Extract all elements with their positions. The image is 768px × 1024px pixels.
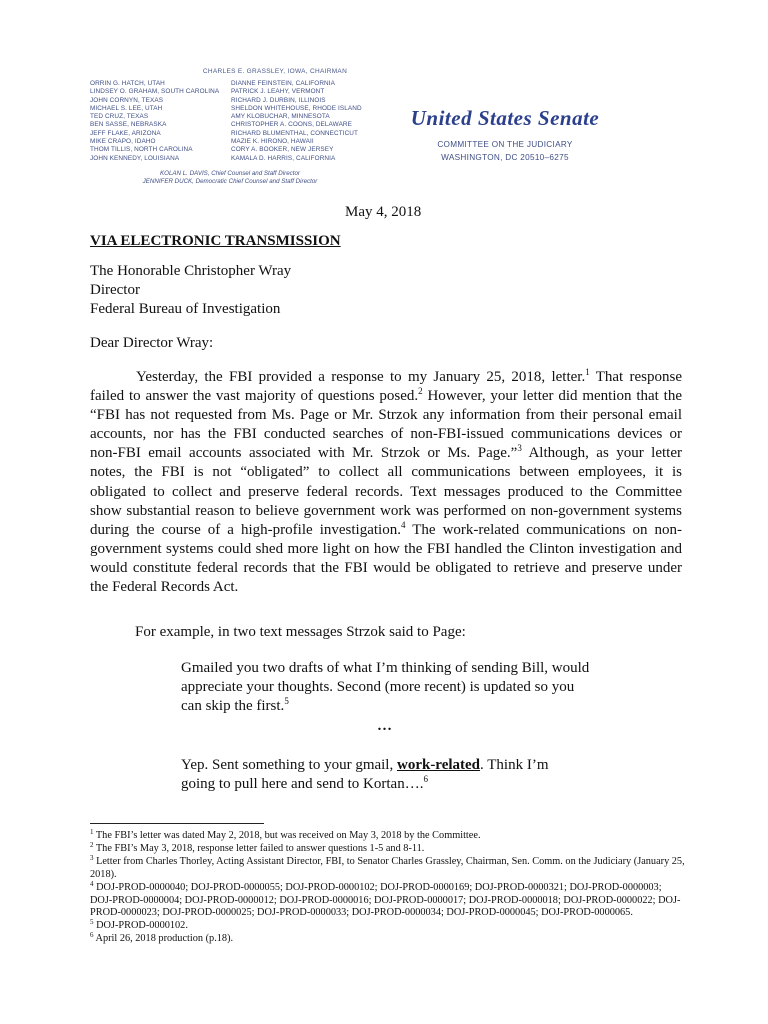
- recipient-title: Director: [90, 281, 140, 298]
- member: MAZIE K. HIRONO, HAWAII: [231, 138, 314, 146]
- para-line: accounts, nor has the FBI conducted searches of non-FBI-issued communications devices or: [90, 426, 682, 443]
- letter-date: May 4, 2018: [345, 204, 422, 220]
- example-intro: For example, in two text messages Strzok said to Page:: [135, 624, 466, 640]
- member: AMY KLOBUCHAR, MINNESOTA: [231, 113, 330, 121]
- footnote-ref: 6: [423, 774, 428, 785]
- para-line: Yesterday, the FBI provided a response to my January 25, 2018, letter.$^1$ That response: [136, 367, 682, 385]
- para-line: government systems could shed more light on how the FBI handled the Clinton investigation and: [90, 540, 682, 557]
- member: RICHARD J. DURBIN, ILLINOIS: [231, 96, 326, 104]
- committee-name: [405, 138, 605, 164]
- member: DIANNE FEINSTEIN, CALIFORNIA: [231, 80, 335, 87]
- para-line: would constitute federal records that the FBI would be obligated to retrieve and preserve under: [90, 559, 682, 576]
- recipient-address: [90, 262, 291, 318]
- member: BEN SASSE, NEBRASKA: [90, 121, 167, 129]
- member: LINDSEY O. GRAHAM, SOUTH CAROLINA: [90, 88, 220, 96]
- para-line: during the course of a high-profile investigation.$^4$ The work-related communications on non-: [90, 519, 682, 538]
- footnote-ref: 5: [284, 696, 289, 707]
- para-line: non-FBI email accounts associated with Mr. Strzok or Ms. Page.”$^3$ Although, as your letter: [90, 443, 682, 462]
- footnote: $^6$ April 26, 2018 production (p.18).: [90, 931, 234, 945]
- committee-address: WASHINGTON, DC 20510–6275: [441, 153, 569, 162]
- body-paragraph: [90, 368, 682, 597]
- chairman-line: CHARLES E. GRASSLEY, IOWA, CHAIRMAN: [202, 68, 348, 75]
- footnote-ref: 2: [418, 386, 423, 397]
- member: CHRISTOPHER A. COONS, DELAWARE: [231, 121, 353, 129]
- staff-director: KOLAN L. DAVIS, Chief Counsel and Staff Director: [160, 170, 300, 177]
- footnote-ref: 3: [517, 443, 522, 454]
- minority-members: [231, 80, 362, 163]
- quote-line: Gmailed you two drafts of what I’m thinking of sending Bill, would: [181, 660, 590, 676]
- letterhead: [0, 0, 768, 195]
- para-line: show substantial reason to believe government work was performed on non-government systems: [90, 502, 682, 519]
- member: KAMALA D. HARRIS, CALIFORNIA: [231, 154, 336, 162]
- footnote: $^4$ DOJ-PROD-0000040; DOJ-PROD-0000055; DOJ-PROD-0000102; DOJ-PROD-0000169; DOJ-PROD-0000321; DOJ-PROD-0000003; DOJ-PROD-0000004; DOJ-PROD-0000012; DOJ-PROD-0000016; DOJ-PROD-0000017; DOJ-PROD-0000018; DOJ-PROD-0000022; DOJ-PROD-0000023; DOJ-PROD-0000025; DOJ-PROD-0000033; DOJ-PROD-0000034; DOJ-PROD-0000045; DOJ-PROD-0000065.: [90, 879, 681, 919]
- quote-line: going to pull here and send to Kortan….$^6$: [181, 774, 428, 793]
- emphasis-work-related: work-related: [396, 757, 481, 773]
- member: CORY A. BOOKER, NEW JERSEY: [231, 146, 334, 154]
- member: JEFF FLAKE, ARIZONA: [90, 129, 161, 137]
- quote-line: Yep. Sent something to your gmail, work-related. Think I’m: [181, 757, 549, 773]
- quote-line: appreciate your thoughts. Second (more recent) is updated so you: [181, 679, 575, 696]
- member: JOHN CORNYN, TEXAS: [90, 96, 164, 104]
- member: MIKE CRAPO, IDAHO: [90, 138, 156, 146]
- member: THOM TILLIS, NORTH CAROLINA: [90, 146, 193, 154]
- para-line: failed to answer the vast majority of questions posed.$^2$ However, your letter did mention that the: [90, 386, 682, 405]
- footnote: $^1$ The FBI’s letter was dated May 2, 2018, but was received on May 3, 2018 by the Committee.: [90, 828, 481, 841]
- para-line: notes, the FBI is not “obligated” to collect all communications between employees, it is: [90, 464, 682, 481]
- salutation: Dear Director Wray:: [90, 335, 214, 351]
- text-message-quote: [181, 659, 591, 717]
- recipient-name: The Honorable Christopher Wray: [90, 263, 292, 279]
- footnote-ref: 4: [400, 519, 406, 530]
- footnote: $^2$ The FBI’s May 3, 2018, response letter failed to answer questions 1-5 and 8-11.: [90, 840, 425, 854]
- footnote: $^3$ Letter from Charles Thorley, Acting Assistant Director, FBI, to Senator Charles Grassley, Chairman, Sen. Comm. on the Judiciary (January 25, 2018).: [90, 853, 685, 880]
- majority-members: [90, 80, 219, 163]
- member: JOHN KENNEDY, LOUISIANA: [90, 154, 180, 162]
- footnote: $^5$ DOJ-PROD-0000102.: [90, 918, 188, 932]
- quote-line: can skip the first.$^5$: [181, 696, 289, 715]
- para-line: the Federal Records Act.: [90, 579, 239, 596]
- staff-director: JENNIFER DUCK, Democratic Chief Counsel and Staff Director: [142, 178, 318, 186]
- member: ORRIN G. HATCH, UTAH: [90, 80, 165, 87]
- ellipsis-separator: …: [377, 718, 393, 734]
- para-line: “FBI has not requested from Ms. Page or Mr. Strzok any information from their personal email: [90, 407, 682, 424]
- member: MICHAEL S. LEE, UTAH: [90, 104, 163, 112]
- member: RICHARD BLUMENTHAL, CONNECTICUT: [231, 129, 359, 137]
- transmission-method: VIA ELECTRONIC TRANSMISSION: [90, 233, 341, 249]
- text-message-quote: [181, 756, 591, 794]
- footnotes: [90, 830, 686, 946]
- footnote-ref: 1: [585, 367, 590, 377]
- staff-directors: [115, 170, 345, 187]
- committee-title: COMMITTEE ON THE JUDICIARY: [437, 140, 573, 149]
- member: SHELDON WHITEHOUSE, RHODE ISLAND: [231, 104, 362, 112]
- recipient-agency: Federal Bureau of Investigation: [90, 300, 281, 317]
- senate-title: United States Senate: [410, 106, 600, 130]
- senate-masthead: [405, 106, 605, 164]
- para-line: obligated to collect and preserve federal records. Text messages produced to the Committee: [90, 483, 682, 500]
- footnote-divider: [90, 823, 264, 824]
- member: PATRICK J. LEAHY, VERMONT: [231, 88, 325, 96]
- member: TED CRUZ, TEXAS: [90, 113, 149, 121]
